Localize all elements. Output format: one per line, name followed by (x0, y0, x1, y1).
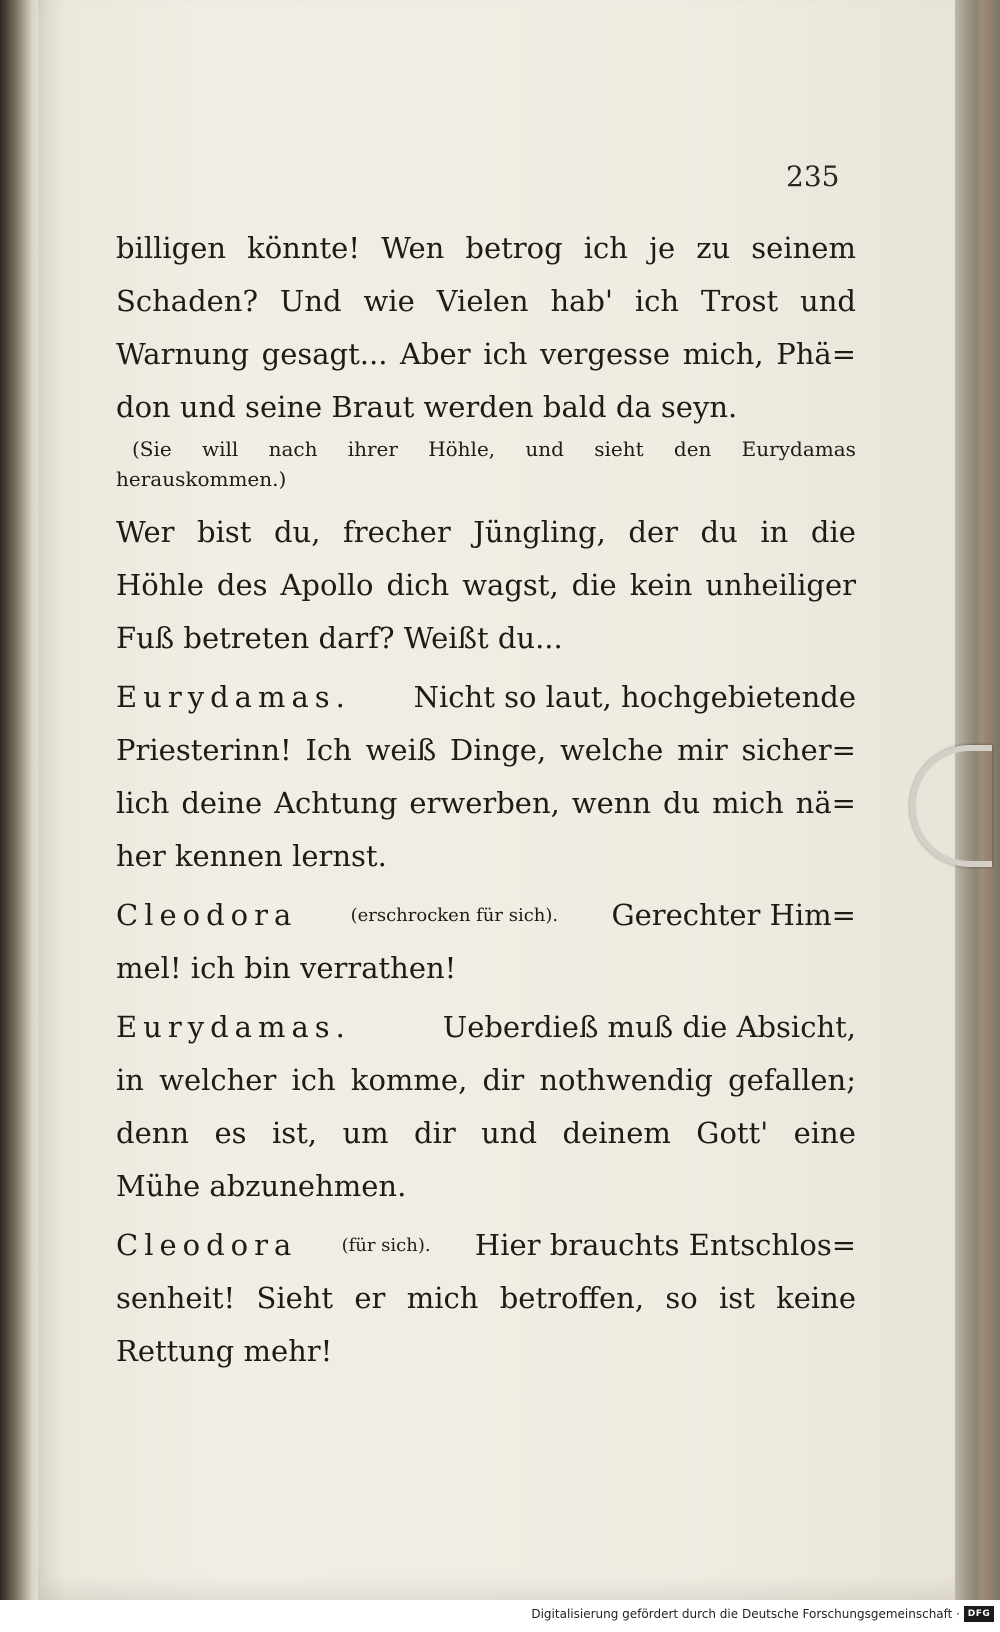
word: Vielen (436, 284, 529, 318)
word: und (800, 284, 856, 318)
word: und (525, 437, 564, 461)
word: des (216, 568, 268, 602)
word: vergesse (540, 337, 671, 371)
word: ihrer (347, 437, 398, 461)
word: deine (181, 786, 263, 820)
word: ich (483, 337, 528, 371)
text-line (116, 506, 856, 559)
word: könnte! (247, 231, 360, 265)
text-line (116, 612, 856, 665)
text-line (116, 1054, 856, 1107)
text-line (116, 942, 856, 995)
book-page (38, 0, 968, 1600)
word: ist, (271, 1116, 318, 1150)
word: um (342, 1116, 389, 1150)
line-text: Fuß betreten darf? Weißt du... (116, 621, 563, 655)
word: nothwendig (539, 1063, 713, 1097)
word: den (673, 437, 712, 461)
word: komme, (350, 1063, 468, 1097)
word: sicher= (741, 733, 856, 767)
speaker-direction: (für sich). (341, 1235, 431, 1256)
word: will (202, 437, 239, 461)
text-line (116, 830, 856, 883)
word: Apollo (280, 568, 374, 602)
word: Trost (700, 284, 779, 318)
speech-text: Nicht so laut, hochgebietende (413, 680, 856, 714)
speaker-direction: (erschrocken für sich). (350, 905, 559, 926)
word: Höhle, (428, 437, 496, 461)
word: wagst, (462, 568, 559, 602)
word: wenn (571, 786, 652, 820)
word: Wen (381, 231, 445, 265)
word: denn (116, 1116, 190, 1150)
text-line (116, 275, 856, 328)
speech-text: Gerechter Him= (611, 898, 856, 932)
word: in (116, 1063, 144, 1097)
word: gefallen; (728, 1063, 856, 1097)
footer-bar (0, 1600, 1000, 1632)
word: deinem (562, 1116, 671, 1150)
speech-line (116, 1001, 856, 1054)
word: Wer (116, 515, 175, 549)
word: weiß (365, 733, 437, 767)
word: Eurydamas (741, 437, 856, 461)
word: Dinge, (450, 733, 547, 767)
word: sieht (594, 437, 644, 461)
text-line (116, 1325, 856, 1378)
word: der (628, 515, 678, 549)
word: hab' (550, 284, 613, 318)
word: du (700, 515, 738, 549)
line-text: Rettung mehr! (116, 1334, 333, 1368)
text-line (116, 222, 856, 275)
word: du (662, 786, 701, 820)
word: so (665, 1281, 698, 1315)
line-text: her kennen lernst. (116, 839, 387, 873)
word: welcher (159, 1063, 277, 1097)
word: Achtung (274, 786, 398, 820)
word: lich (116, 786, 170, 820)
dfg-logo: DFG (964, 1606, 994, 1622)
text-body (116, 222, 856, 1378)
word: er (354, 1281, 386, 1315)
line-text: don und seine Braut werden bald da seyn. (116, 390, 738, 424)
word: dir (482, 1063, 525, 1097)
word: ist (719, 1281, 755, 1315)
speaker-name: Cleodora (116, 1228, 298, 1262)
word: eine (793, 1116, 856, 1150)
word: nach (268, 437, 318, 461)
word: Jüngling, (473, 515, 606, 549)
page-number: 235 (786, 160, 840, 193)
word: Höhle (116, 568, 204, 602)
text-line (116, 777, 856, 830)
speech-line (116, 671, 856, 724)
speech-text: Ueberdieß muß die Absicht, (442, 1010, 856, 1044)
word: ich (583, 231, 628, 265)
footer-credit: Digitalisierung gefördert durch die Deutsche Forschungsgemeinschaft · (531, 1607, 960, 1621)
text-line (116, 328, 856, 381)
word: frecher (343, 515, 451, 549)
word: dir (414, 1116, 456, 1150)
line-text: Mühe abzunehmen. (116, 1169, 407, 1203)
word: in (760, 515, 789, 549)
text-line (116, 1107, 856, 1160)
word: billigen (116, 231, 227, 265)
word: Priesterinn! (116, 733, 292, 767)
word: Phä= (776, 337, 856, 371)
speech-text: Hier brauchts Entschlos= (474, 1228, 856, 1262)
word: Und (279, 284, 342, 318)
text-line (116, 381, 856, 434)
word: senheit! (116, 1281, 236, 1315)
speaker-name: Eurydamas. (116, 680, 351, 714)
word: betroffen, (499, 1281, 645, 1315)
text-line (116, 1160, 856, 1213)
word: mich (712, 786, 784, 820)
line-text: herauskommen.) (116, 467, 287, 491)
speaker-name: Cleodora (116, 898, 298, 932)
word: nä= (795, 786, 856, 820)
word: es (214, 1116, 247, 1150)
stage-direction-line (116, 464, 856, 494)
facing-page-edge (0, 0, 40, 1600)
stage-direction-line (116, 434, 856, 464)
word: ich (291, 1063, 336, 1097)
text-line (116, 1272, 856, 1325)
text-line (116, 724, 856, 777)
word: je (649, 231, 676, 265)
word: bist (197, 515, 252, 549)
word: erwerben, (409, 786, 560, 820)
word: Gott' (696, 1116, 769, 1150)
word: zu (696, 231, 731, 265)
word: mich, (682, 337, 764, 371)
word: Aber (400, 337, 471, 371)
speech-line (116, 1219, 856, 1272)
word: unheiliger (705, 568, 856, 602)
word: und (481, 1116, 538, 1150)
word: keine (776, 1281, 856, 1315)
word: Schaden? (116, 284, 259, 318)
word: (Sie (132, 437, 172, 461)
word: Sieht (256, 1281, 334, 1315)
word: mir (677, 733, 728, 767)
word: betrog (465, 231, 563, 265)
word: dich (386, 568, 450, 602)
line-text: mel! ich bin verrathen! (116, 951, 457, 985)
text-line (116, 559, 856, 612)
word: kein (629, 568, 693, 602)
word: die (571, 568, 617, 602)
word: welche (559, 733, 664, 767)
word: wie (363, 284, 415, 318)
speaker-name: Eurydamas. (116, 1010, 351, 1044)
word: Warnung (116, 337, 250, 371)
word: Ich (305, 733, 352, 767)
word: ich (634, 284, 680, 318)
speech-line (116, 889, 856, 942)
word: mich (406, 1281, 479, 1315)
word: du, (273, 515, 321, 549)
word: die (810, 515, 856, 549)
paragraph-gap (116, 494, 856, 506)
word: gesagt... (261, 337, 388, 371)
word: seinem (751, 231, 856, 265)
